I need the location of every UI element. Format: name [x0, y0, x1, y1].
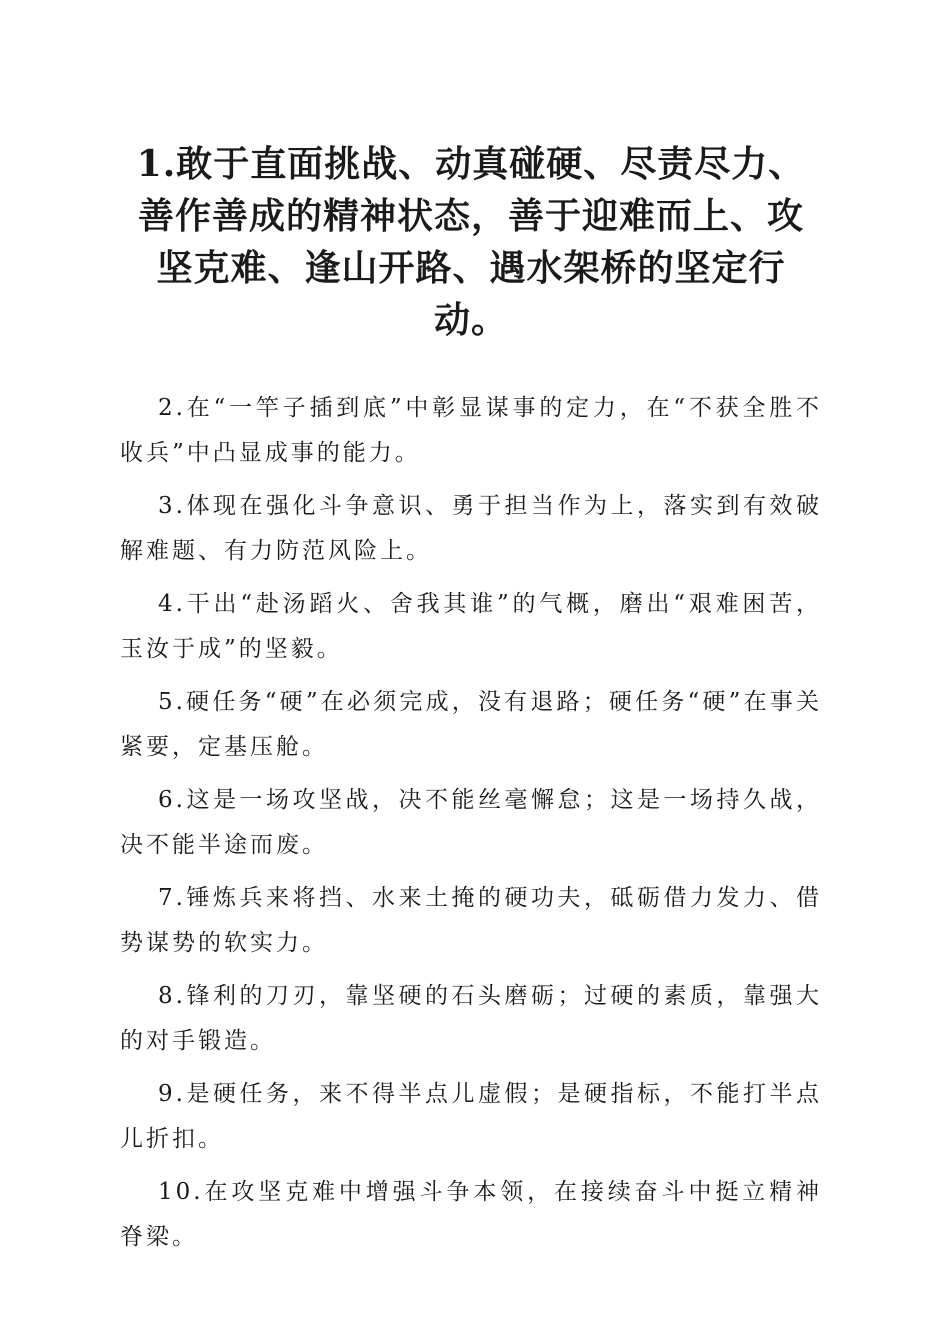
list-item: 5.硬任务“硬”在必须完成，没有退路；硬任务“硬”在事关紧要，定基压舱。	[120, 689, 822, 760]
item-list	[120, 386, 822, 1260]
list-item: 3.体现在强化斗争意识、勇于担当作为上，落实到有效破解难题、有力防范风险上。	[120, 493, 822, 564]
document-title: 1.敢于直面挑战、动真碰硬、尽责尽力、善作善成的精神状态，善于迎难而上、攻坚克难、逢山开路、遇水架桥的坚定行动。	[136, 143, 806, 341]
list-item: 9.是硬任务，来不得半点儿虚假；是硬指标，不能打半点儿折扣。	[120, 1081, 822, 1152]
list-item: 2.在“一竿子插到底”中彰显谋事的定力，在“不获全胜不收兵”中凸显成事的能力。	[120, 395, 822, 466]
list-item: 10.在攻坚克难中增强斗争本领，在接续奋斗中挺立精神脊梁。	[120, 1179, 822, 1250]
list-item: 8.锋利的刀刃，靠坚硬的石头磨砺；过硬的素质，靠强大的对手锻造。	[120, 983, 822, 1054]
list-item: 4.干出“赴汤蹈火、舍我其谁”的气概，磨出“艰难困苦，玉汝于成”的坚毅。	[120, 591, 822, 662]
list-item: 7.锤炼兵来将挡、水来土掩的硬功夫，砥砺借力发力、借势谋势的软实力。	[120, 885, 822, 956]
list-item: 6.这是一场攻坚战，决不能丝毫懈怠；这是一场持久战，决不能半途而废。	[120, 787, 822, 858]
